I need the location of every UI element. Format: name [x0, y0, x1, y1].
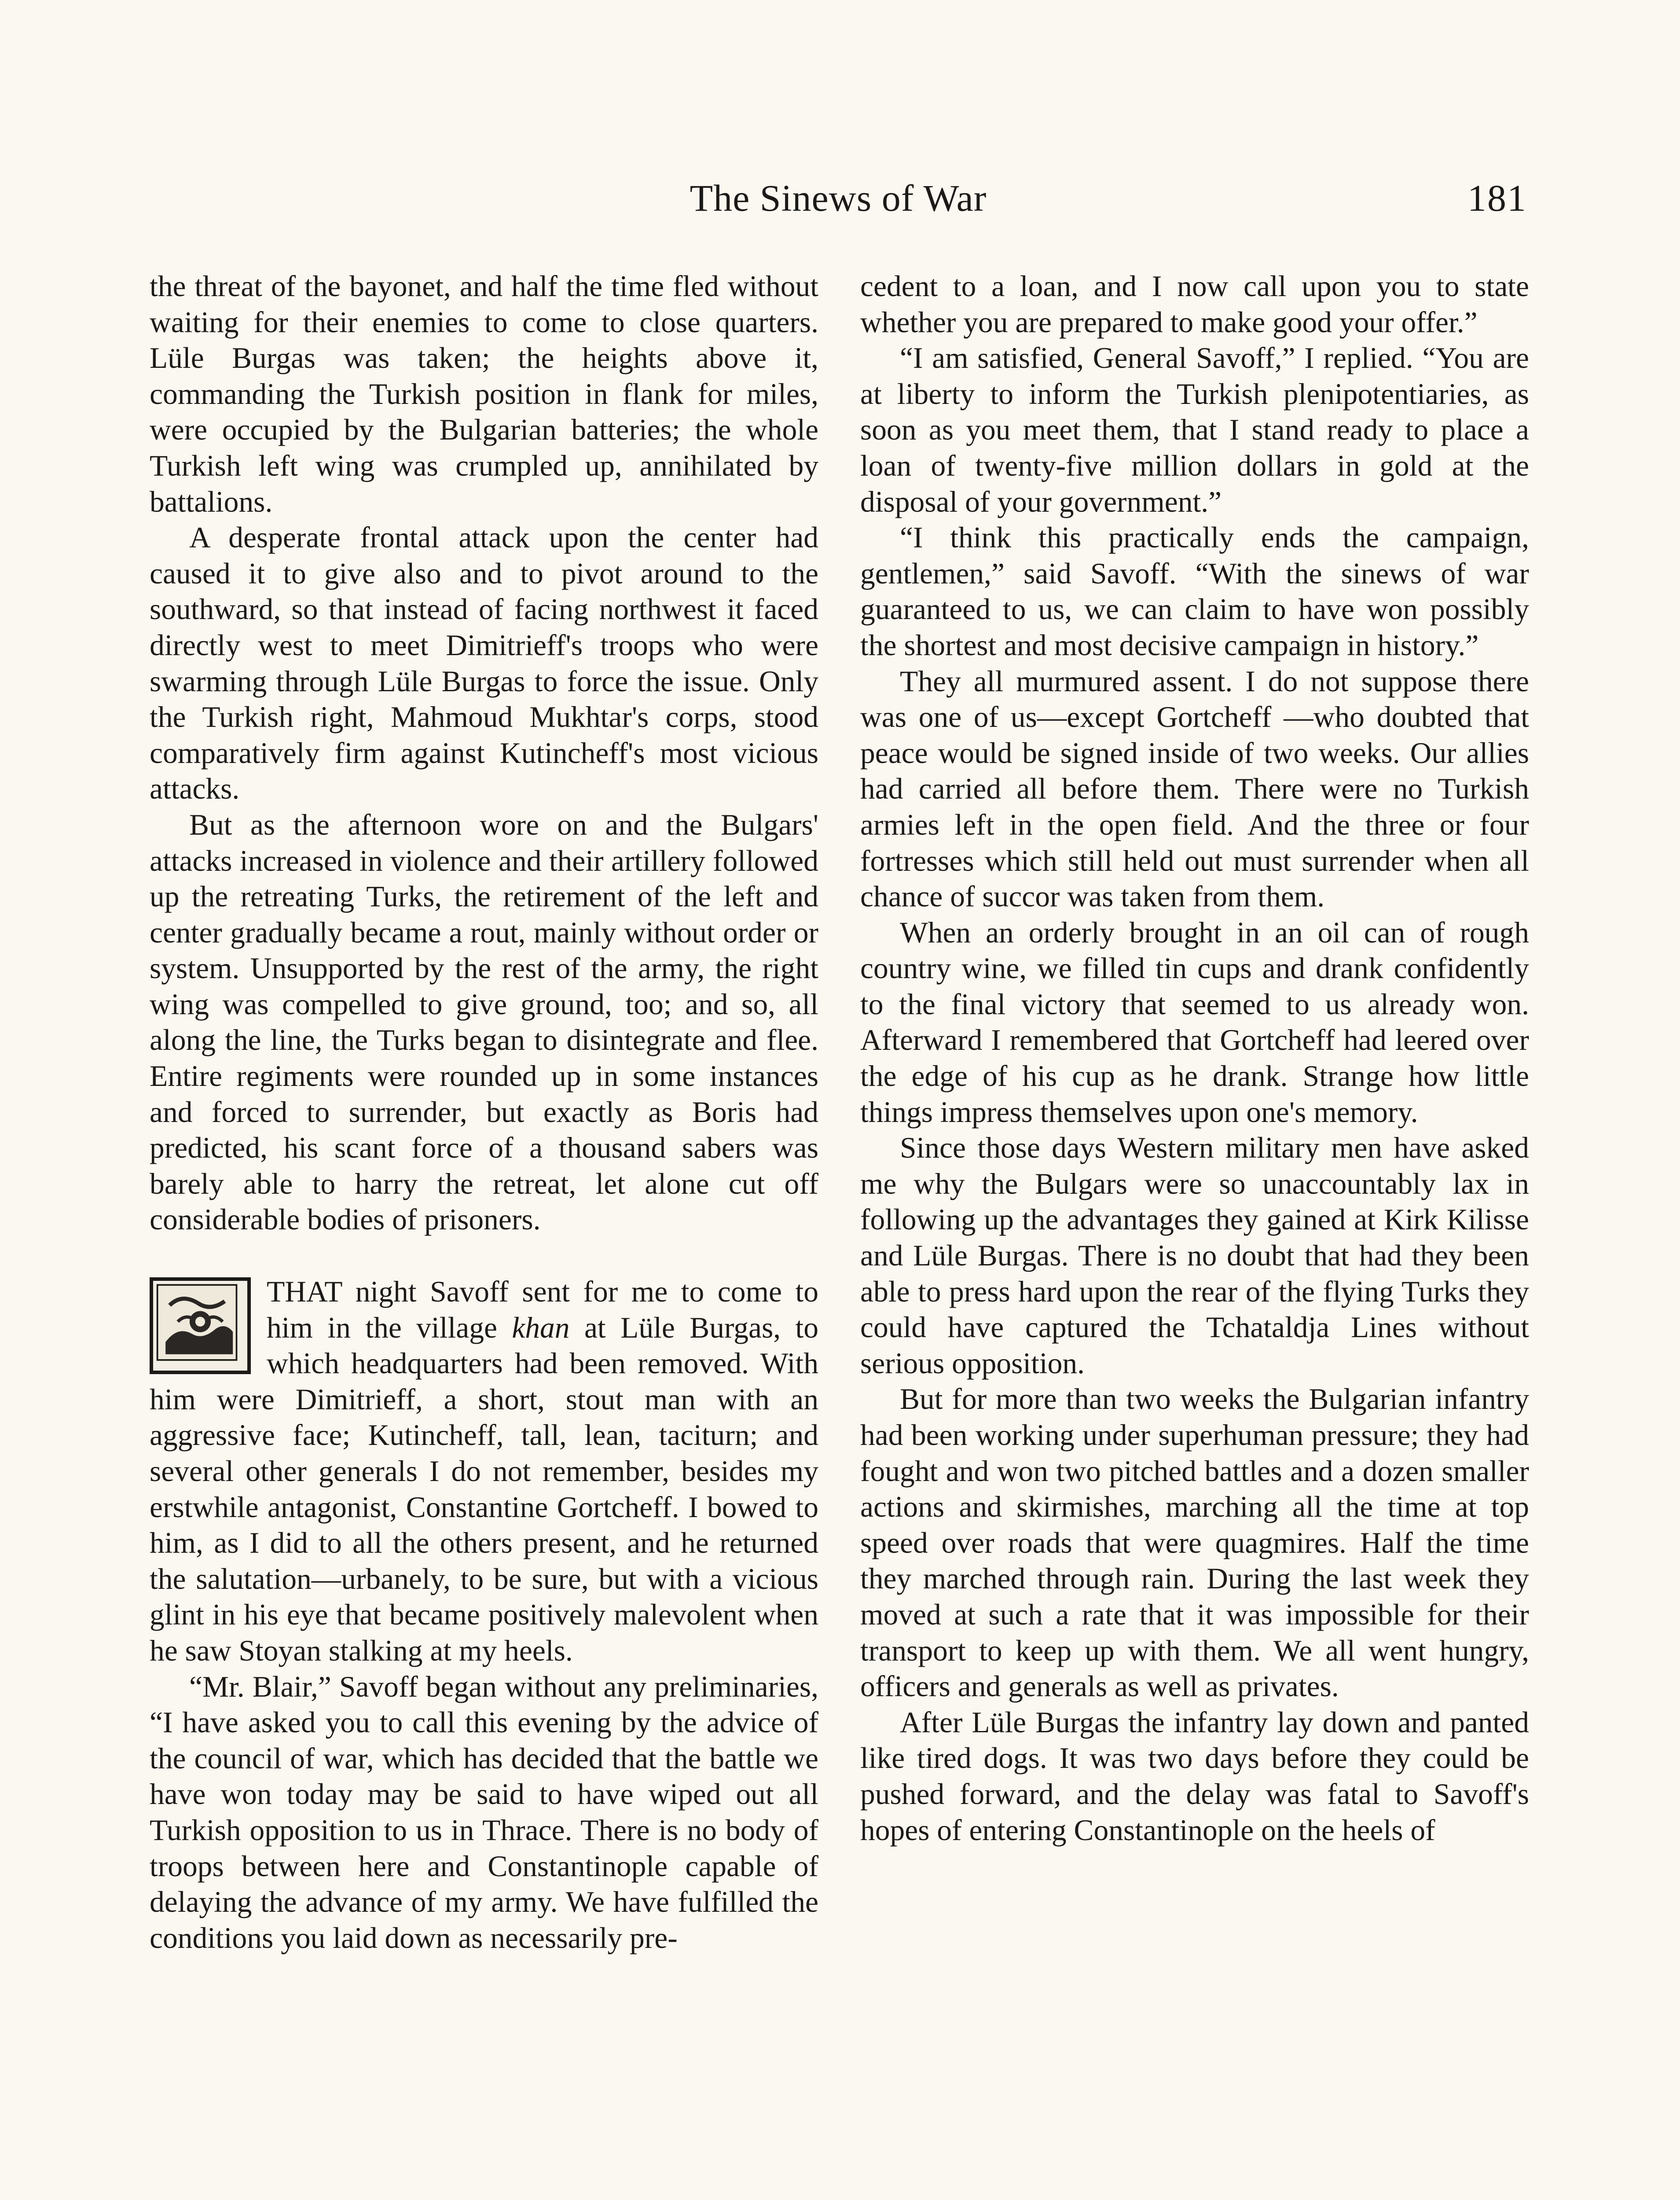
italic-term: khan: [512, 1311, 570, 1344]
paragraph: But as the afternoon wore on and the Bulgars' attacks increased in violence and their artillery followed up the retreating Turks, the retirement of the left and center gradually became a rout, mainly without order or system. Unsupported by the rest of the army, the right wing was compelled to give ground, too; and so, all along the line, the Turks began to disintegrate and flee. Entire regiments were rounded up in some instances and forced to surrender, but exactly as Boris had predicted, his scant force of a thousand sabers was barely able to harry the retreat, let alone cut off considerable bodies of prisoners.: [150, 808, 818, 1236]
paragraph: cedent to a loan, and I now call upon you to state whether you are prepared to make good your offer.”: [860, 270, 1529, 339]
paragraph-text: at Lüle Burgas, to which headquarters had been removed. With him were Dimitrieff, a short, stout man with an aggressive face; Kutincheff, tall, lean, taciturn; and several other generals I do not remember, besides my erstwhile antagonist, Constantine Gortcheff. I bowed to him, as I did to all the others present, and he returned the salutation—urbanely, to be sure, but with a vicious glint in his eye that became positively malevolent when he saw Stoyan stalking at my heels.: [150, 1311, 819, 1667]
section-break: [150, 1238, 818, 1274]
section-opening-paragraph: [150, 1274, 818, 1669]
page-number: 181: [1467, 177, 1527, 219]
left-column: [150, 268, 818, 1956]
paragraph: But for more than two weeks the Bulgarian infantry had been working under superhuman pressure; they had fought and won two pitched battles and a dozen smaller actions and skirmishes, marching all the time at top speed over roads that were quagmires. Half the time they marched through rain. During the last week they moved at such a rate that it was impossible for their transport to keep up with them. We all went hungry, officers and generals as well as privates.: [860, 1382, 1529, 1703]
paragraph-text: THAT night Savoff sent for me to come to him in the village: [267, 1275, 818, 1344]
running-head: [150, 176, 1527, 233]
paragraph: They all murmured assent. I do not suppose there was one of us—except Gortcheff —who doubted that peace would be signed inside of two weeks. Our allies had carried all before them. There were no Turkish armies left in the open field. And the three or four fortresses which still held out must surrender when all chance of succor was taken from them.: [860, 664, 1529, 913]
paragraph: “I am satisfied, General Savoff,” I replied. “You are at liberty to inform the Turkish plenipotentiaries, as soon as you meet them, that I stand ready to place a loan of twenty-five million dollars in gold at the disposal of your government.”: [860, 341, 1529, 518]
paragraph: A desperate frontal attack upon the center had caused it to give also and to pivot around to the southward, so that instead of facing northwest it faced directly west to meet Dimitrieff's troops who were swarming through Lüle Burgas to force the issue. Only the Turkish right, Mahmoud Mukhtar's corps, stood comparatively firm against Kutincheff's most vicious attacks.: [150, 521, 818, 806]
paragraph: After Lüle Burgas the infantry lay down and panted like tired dogs. It was two days before they could be pushed forward, and the delay was fatal to Savoff's hopes of entering Constantinople on the heels of: [860, 1705, 1529, 1847]
decorative-dropcap-icon: [150, 1277, 251, 1374]
paragraph: Since those days Western military men have asked me why the Bulgars were so unaccountably lax in following up the advantages they gained at Kirk Kilisse and Lüle Burgas. There is no doubt that had they been able to press hard upon the rear of the flying Turks they could have captured the Tchataldja Lines without serious opposition.: [860, 1131, 1529, 1380]
paragraph: the threat of the bayonet, and half the time fled without waiting for their enemies to come to close quarters. Lüle Burgas was taken; the heights above it, commanding the Turkish position in flank for miles, were occupied by the Bulgarian batteries; the whole Turkish left wing was crumpled up, annihilated by battalions.: [150, 270, 818, 518]
paragraph: “Mr. Blair,” Savoff began without any preliminaries, “I have asked you to call this evening by the advice of the council of war, which has decided that the battle we have won today may be said to have wiped out all Turkish opposition to us in Thrace. There is no body of troops between here and Constantinople capable of delaying the advance of my army. We have fulfilled the conditions you laid down as necessarily pre-: [150, 1670, 818, 1954]
paragraph: When an orderly brought in an oil can of rough country wine, we filled tin cups and drank confidently to the final victory that seemed to us already won. Afterward I remembered that Gortcheff had leered over the edge of his cup as he drank. Strange how little things impress themselves upon one's memory.: [860, 916, 1529, 1129]
paragraph: “I think this practically ends the campaign, gentlemen,” said Savoff. “With the sinews of war guaranteed to us, we can claim to have won possibly the shortest and most decisive campaign in history.”: [860, 521, 1529, 662]
right-column: [860, 268, 1529, 1848]
running-title: The Sinews of War: [690, 177, 987, 219]
dropcap-ornament: [153, 1281, 247, 1371]
